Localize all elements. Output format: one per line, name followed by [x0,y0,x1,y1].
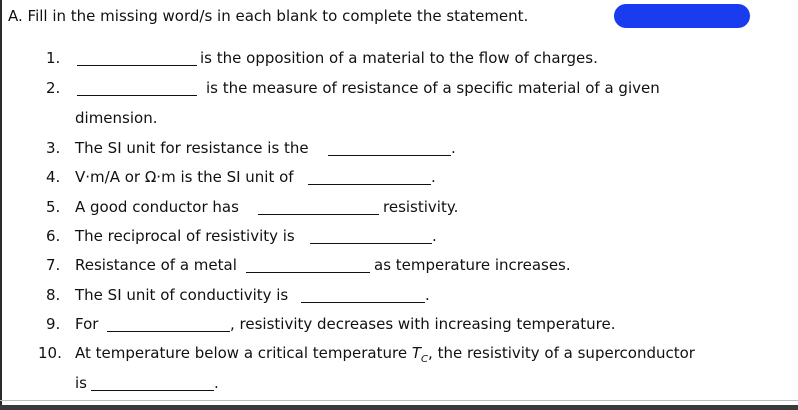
statement-text: The reciprocal of resistivity is [75,227,295,245]
statement-text: V·m/A or Ω·m is the SI unit of [75,168,294,186]
answer-blank[interactable] [91,390,214,391]
statement-end: . [431,168,436,186]
statement-text [75,343,695,370]
answer-blank[interactable] [77,95,197,96]
item-number: 9. [46,315,61,333]
bottom-divider [0,400,798,401]
statement-end: as temperature increases. [374,256,571,274]
statement-text: The SI unit for resistance is the [75,139,309,157]
statement-continuation: is [75,374,87,392]
item-number: 1. [46,49,61,67]
statement-text: is the opposition of a material to the flow of charges. [200,49,598,67]
item-number: 2. [46,79,61,97]
answer-blank[interactable] [258,214,379,215]
redaction-mark [614,4,750,28]
symbol-t: T [411,344,422,362]
statement-end: , resistivity decreases with increasing temperature. [230,315,616,333]
statement-text: A good conductor has [75,198,239,216]
answer-blank[interactable] [328,155,451,156]
statement-text: is the measure of resistance of a specific material of a given [206,79,660,97]
item-number: 10. [38,344,62,362]
statement-text: For [75,315,99,333]
item-number: 7. [46,256,61,274]
critical-temperature-symbol [411,344,429,365]
statement-continuation: dimension. [75,109,158,127]
statement-end: . [214,374,219,392]
answer-blank[interactable] [246,272,370,273]
item-number: 6. [46,227,61,245]
statement-end: resistivity. [383,198,459,216]
statement-part: At temperature below a critical temperature [75,344,408,362]
item-number: 8. [46,286,61,304]
bottom-border [0,405,798,410]
item-number: 4. [46,168,61,186]
left-border [0,0,2,410]
answer-blank[interactable] [310,243,432,244]
statement-end: . [451,139,456,157]
statement-end: . [425,286,430,304]
answer-blank[interactable] [77,65,197,66]
answer-blank[interactable] [107,331,230,332]
answer-blank[interactable] [308,184,431,185]
item-number: 5. [46,198,61,216]
symbol-subscript: C [421,354,429,365]
answer-blank[interactable] [301,302,425,303]
statement-end: . [432,227,437,245]
page-title: A. Fill in the missing word/s in each blank to complete the statement. [8,7,529,25]
statement-part: , the resistivity of a superconductor [428,344,695,362]
statement-text: Resistance of a metal [75,256,237,274]
item-number: 3. [46,139,61,157]
statement-text: The SI unit of conductivity is [75,286,289,304]
